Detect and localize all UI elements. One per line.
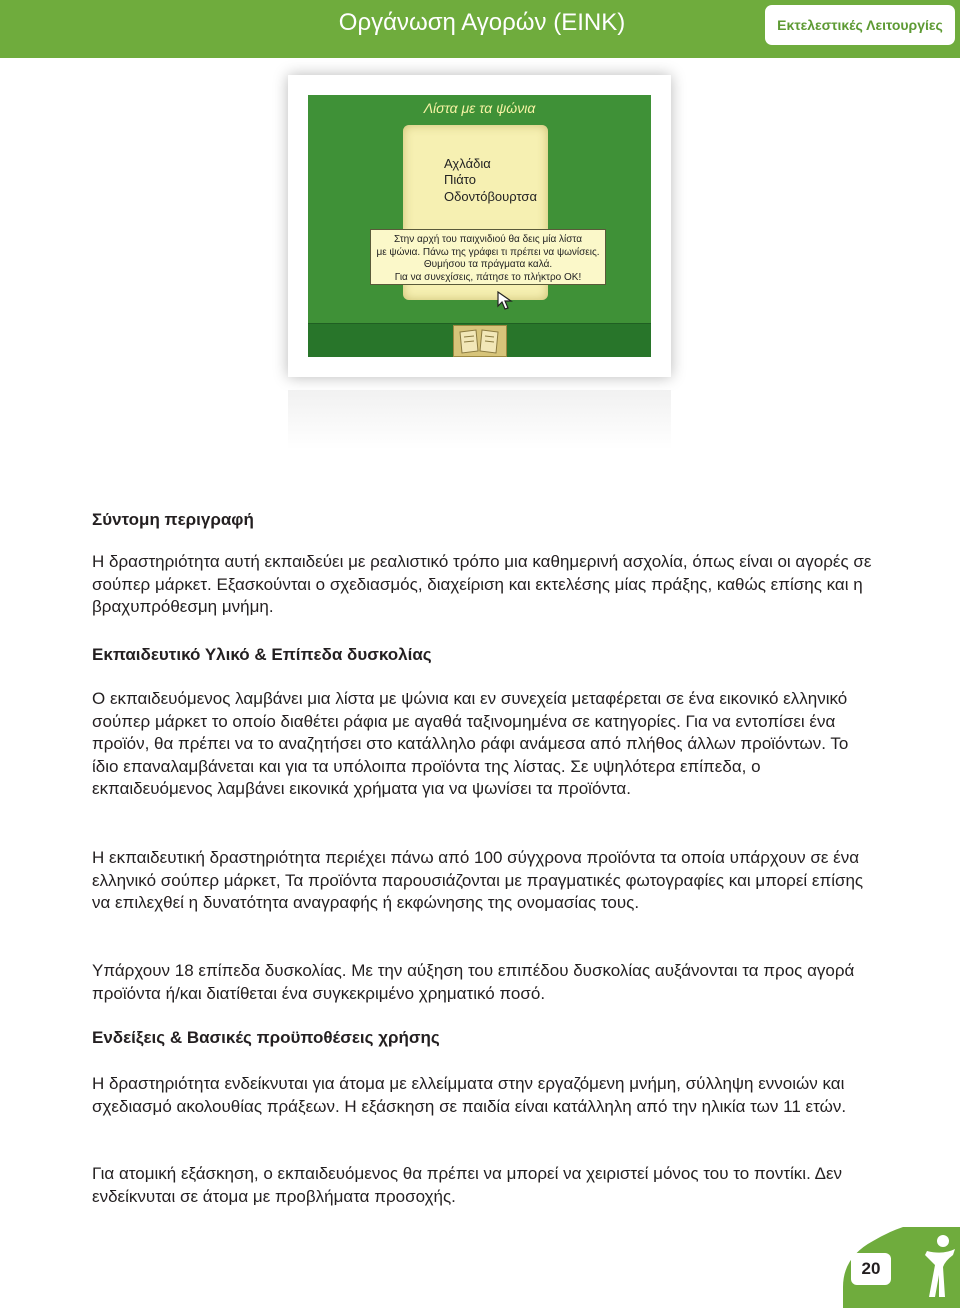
message-line: Στην αρχή του παιχνιδιού θα δεις μία λίστα <box>394 234 582 245</box>
indications-paragraph-1: Η δραστηριότητα ενδείκνυται για άτομα με ελλείμματα στην εργαζόμενη μνήμη, σύλληψη εννοιών και σχεδιασμό ακολουθίας πράξεων. Η εξάσκηση σε παιδία είναι κατάλληλη από την ηλικία των 11 ετών. <box>92 1074 847 1116</box>
list-item: Οδοντόβουρτσα <box>444 189 537 204</box>
page-header <box>0 0 960 58</box>
cursor-icon <box>496 290 518 312</box>
message-line: με ψώνια. Πάνω της γράφει τι πρέπει να ψωνίσεις. <box>376 246 600 258</box>
book-icon[interactable] <box>453 325 507 357</box>
shopping-list-title: Λίστα με τα ψώνια <box>423 100 536 116</box>
instruction-message <box>370 229 606 285</box>
material-paragraph-3: Υπάρχουν 18 επίπεδα δυσκολίας. Με την αύξηση του επιπέδου δυσκολίας αυξάνονται τα προς αγορά προϊόντα ή/και διατίθεται ένα συγκεκριμένο χρηματικό ποσό. <box>92 961 855 1003</box>
material-paragraph-2: Η εκπαιδευτική δραστηριότητα περιέχει πάνω από 100 σύγχρονα προϊόντα τα οποία υπάρχουν σε ένα ελληνικό σούπερ μάρκετ, Τα προϊόντα παρουσιάζονται με πραγματικές φωτογραφίες και μπορεί επίσης να επιλεχθεί η δυνατότητα αναγραφής ή εκφώνησης της ονομασίας τους. <box>92 848 864 912</box>
document-title: Οργάνωση Αγορών (ΕΙΝΚ) <box>338 9 626 36</box>
list-item: Πιάτο <box>444 172 476 187</box>
section-badge: Εκτελεστικές Λειτουργίες <box>765 5 955 45</box>
game-screenshot <box>308 95 651 357</box>
material-paragraph-1: Ο εκπαιδευόμενος λαμβάνει μια λίστα με ψώνια και εν συνεχεία μεταφέρεται σε ένα εικονικό ελληνικό σούπερ μάρκετ το οποίο διαθέτει ράφια με αγαθά ταξινομημένα σε κατηγορίες. Για να εντοπίσει ένα προϊόν, θα πρέπει να το αναζητήσει στο κατάλληλο ράφι ανάμεσα από πλήθος άλλων προϊόντων. Το ίδιο επαναλαμβάνεται και για τα υπόλοιπα προϊόντα της λίστας. Σε υψηλότερα επίπεδα, ο εκπαιδευόμενος λαμβάνει εικονικά χρήματα για να ψωνίσει τα προϊόντα. <box>92 689 849 798</box>
summary-text: Η δραστηριότητα αυτή εκπαιδεύει με ρεαλιστικό τρόπο μια καθημερινή ασχολία, όπως είναι οι αγορές σε σούπερ μάρκετ. Εξασκούνται ο σχεδιασμός, διαχείριση και εκτελέσης μίας πράξης, καθώς επίσης και η βραχυπρόθεσμη μνήμη. <box>92 552 872 616</box>
message-line: Θυμήσου τα πράγματα καλά. <box>423 259 553 270</box>
message-line: Για να συνεχίσεις, πάτησε το πλήκτρο ΟΚ! <box>394 271 582 283</box>
screenshot-reflection <box>288 390 671 450</box>
game-screenshot-frame <box>288 75 671 377</box>
summary-heading: Σύντομη περιγραφή <box>92 510 254 529</box>
material-heading: Εκπαιδευτικό Υλικό & Επίπεδα δυσκολίας <box>92 645 432 664</box>
indications-paragraph-2: Για ατομική εξάσκηση, ο εκπαιδευόμενος θα πρέπει να μπορεί να χειριστεί μόνος του το ποντίκι. Δεν ενδείκνυται σε άτομα με προβλήματα προσοχής. <box>92 1164 843 1206</box>
list-item: Αχλάδια <box>444 156 491 171</box>
page-number: 20 <box>851 1253 891 1285</box>
indications-heading: Ενδείξεις & Βασικές προϋποθέσεις χρήσης <box>92 1028 440 1047</box>
